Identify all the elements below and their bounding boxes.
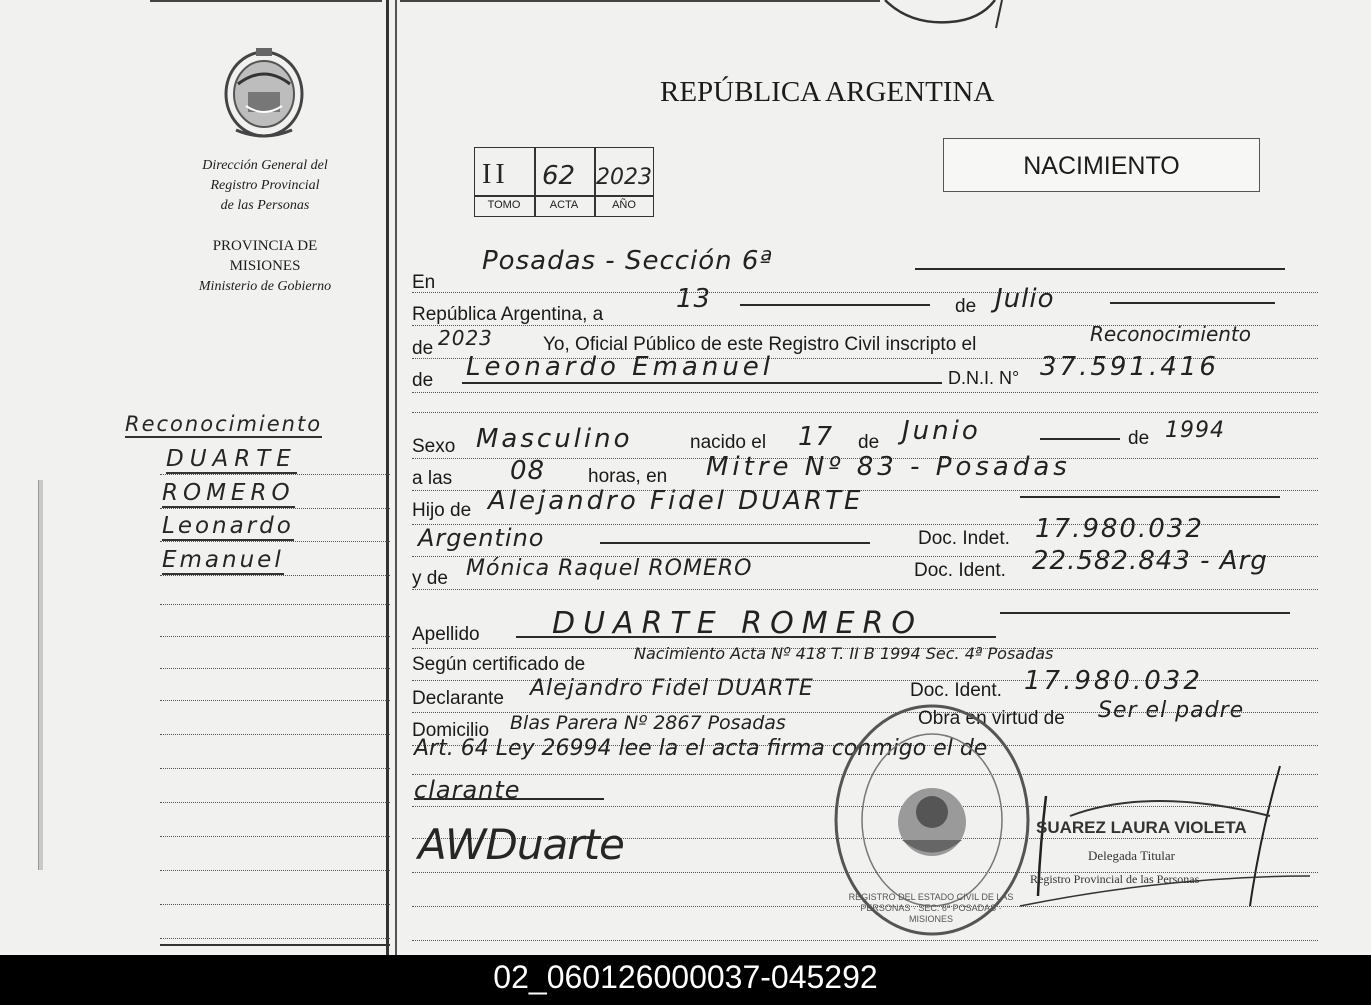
- left-dotted-line: [160, 904, 390, 905]
- form-line: [412, 940, 1318, 941]
- province-line1: PROVINCIA DE: [212, 238, 318, 254]
- segun-label: Según certificado de: [412, 654, 586, 675]
- declarante-value: Alejandro Fidel DUARTE: [530, 676, 814, 701]
- domicilio-value: Blas Parera Nº 2867 Posadas: [510, 712, 786, 734]
- official-office: Registro Provincial de las Personas: [1030, 872, 1200, 886]
- apellido-underline-2: [1000, 612, 1290, 614]
- left-dotted-line: [160, 668, 390, 669]
- binding-mark: [38, 480, 43, 870]
- country-title: REPÚBLICA ARGENTINA: [660, 76, 995, 108]
- observation-line1: Art. 64 Ley 26994 lee la el acta firma conmigo el de: [414, 736, 988, 761]
- form-line: [412, 292, 1318, 293]
- page-divider-2: [395, 0, 397, 955]
- province-line2: MISIONES: [229, 258, 301, 274]
- obra-label: Obra en virtud de: [918, 708, 1065, 729]
- nacido-label: nacido el: [690, 432, 767, 453]
- oficial-text: Yo, Oficial Público de este Registro Civil inscripto el: [543, 334, 977, 355]
- file-id-label: 02_060126000037-045292: [493, 959, 878, 995]
- father-doc: 17.980.032: [1035, 514, 1204, 544]
- institution-line3: de las Personas: [220, 198, 310, 213]
- birth-hour: 08: [510, 456, 546, 486]
- tomo-acta-anio-table: [474, 147, 654, 217]
- record-type-box: [943, 138, 1260, 192]
- left-dotted-line: [160, 700, 390, 701]
- declarante-doc: 17.980.032: [1024, 666, 1203, 696]
- declarant-signature: AWDuarte: [418, 820, 624, 869]
- obs-underline: [414, 798, 604, 800]
- tomo-label: TOMO: [487, 199, 521, 211]
- year-prefix: de: [412, 338, 434, 359]
- official-title: Delegada Titular: [1088, 848, 1176, 863]
- mother-doc: 22.582.843 - Arg: [1032, 546, 1268, 576]
- institution-line2: Registro Provincial: [210, 178, 320, 193]
- day-value: 13: [676, 284, 712, 314]
- left-dotted-line: [160, 768, 390, 769]
- left-dotted-line: [160, 541, 390, 542]
- obra-value: Ser el padre: [1098, 698, 1245, 723]
- doc-ident-label: Doc. Ident.: [914, 560, 1006, 581]
- de-label-3: de: [858, 432, 880, 453]
- official-signature-scribble: [1010, 756, 1330, 926]
- doc-ident-label-2: Doc. Ident.: [910, 680, 1002, 701]
- stamp-text: REGISTRO DEL ESTADO CIVIL DE LAS PERSONAS · SEC. 6ª POSADAS · MISIONES: [848, 892, 1014, 924]
- republica-label: República Argentina, a: [412, 304, 604, 325]
- left-dotted-line: [160, 636, 390, 637]
- birth-year: 1994: [1165, 418, 1225, 443]
- margin-note-name2: Emanuel: [162, 547, 284, 573]
- name-value: Leonardo Emanuel: [466, 352, 775, 382]
- left-dotted-line: [160, 604, 390, 605]
- left-dotted-line: [160, 802, 390, 803]
- coat-of-arms-icon: [218, 44, 310, 140]
- father-nat-underline: [600, 542, 870, 544]
- birth-month-underline: [1040, 438, 1120, 440]
- left-dotted-line: [160, 575, 390, 576]
- left-dotted-line: [160, 734, 390, 735]
- left-dotted-line: [160, 836, 390, 837]
- margin-note-surname2: ROMERO: [162, 480, 295, 506]
- yde-label: y de: [412, 568, 448, 589]
- margin-note-surname1: DUARTE: [166, 446, 297, 472]
- observation-line2: clarante: [414, 776, 521, 804]
- tomo-value: II: [482, 159, 509, 190]
- page-divider: [386, 0, 389, 955]
- mother-value: Mónica Raquel ROMERO: [466, 556, 753, 581]
- footer-bar: [0, 955, 1371, 1005]
- de-label-4: de: [1128, 428, 1150, 449]
- de-label-2: de: [412, 370, 434, 391]
- declarante-label: Declarante: [412, 688, 504, 709]
- domicilio-label: Domicilio: [412, 720, 490, 741]
- apellido-underline: [516, 636, 996, 638]
- form-line: [412, 589, 1318, 590]
- top-seal-fragment: [870, 0, 1030, 30]
- apellido-value: DUARTE ROMERO: [552, 606, 923, 641]
- top-rule-left: [150, 0, 382, 2]
- birth-month: Junio: [902, 416, 981, 446]
- inscription-type: Reconocimiento: [1090, 322, 1251, 346]
- en-label: En: [412, 272, 436, 293]
- place-value: Posadas - Sección 6ª: [482, 246, 773, 276]
- form-line: [412, 412, 1318, 413]
- anio-value: 2023: [596, 165, 652, 190]
- father-value: Alejandro Fidel DUARTE: [488, 486, 864, 516]
- birth-place: Mitre Nº 83 - Posadas: [706, 452, 1071, 482]
- left-dotted-line: [160, 508, 390, 509]
- acta-value: 62: [542, 161, 576, 191]
- dni-label: D.N.I. N°: [948, 368, 1020, 388]
- form-line: [412, 392, 1318, 393]
- place-underline: [915, 268, 1285, 270]
- left-dotted-line: [160, 870, 390, 871]
- year-value: 2023: [438, 326, 493, 350]
- margin-note-name1: Leonardo: [162, 513, 294, 539]
- month-value: Julio: [995, 284, 1055, 314]
- record-type-label: NACIMIENTO: [1023, 152, 1180, 180]
- hijo-label: Hijo de: [412, 500, 472, 521]
- left-dotted-line: [160, 938, 390, 939]
- anio-label: AÑO: [612, 199, 636, 211]
- dni-value: 37.591.416: [1040, 352, 1219, 382]
- left-dotted-line: [160, 474, 390, 475]
- apellido-label: Apellido: [412, 624, 480, 645]
- top-rule-right: [400, 0, 880, 2]
- institution-line1: Dirección General del: [202, 158, 328, 173]
- official-name: SUAREZ LAURA VIOLETA: [1036, 818, 1247, 837]
- ministry-label: Ministerio de Gobierno: [198, 279, 332, 294]
- certificado-value: Nacimiento Acta Nº 418 T. II B 1994 Sec. 4ª Posadas: [634, 644, 1054, 663]
- day-underline: [740, 304, 930, 306]
- de-label: de: [955, 296, 977, 317]
- doc-indet-label: Doc. Indet.: [918, 528, 1010, 549]
- left-bottom-rule: [160, 944, 390, 946]
- margin-note-type: Reconocimiento: [125, 412, 323, 436]
- birth-day: 17: [798, 422, 834, 452]
- father-nationality: Argentino: [418, 524, 545, 552]
- month-underline: [1110, 302, 1275, 304]
- father-underline: [1020, 496, 1280, 498]
- name-underline: [462, 382, 942, 384]
- horas-label: horas, en: [588, 466, 668, 487]
- alas-label: a las: [412, 468, 453, 489]
- acta-label: ACTA: [549, 199, 579, 211]
- sexo-value: Masculino: [476, 424, 633, 454]
- sexo-label: Sexo: [412, 436, 456, 457]
